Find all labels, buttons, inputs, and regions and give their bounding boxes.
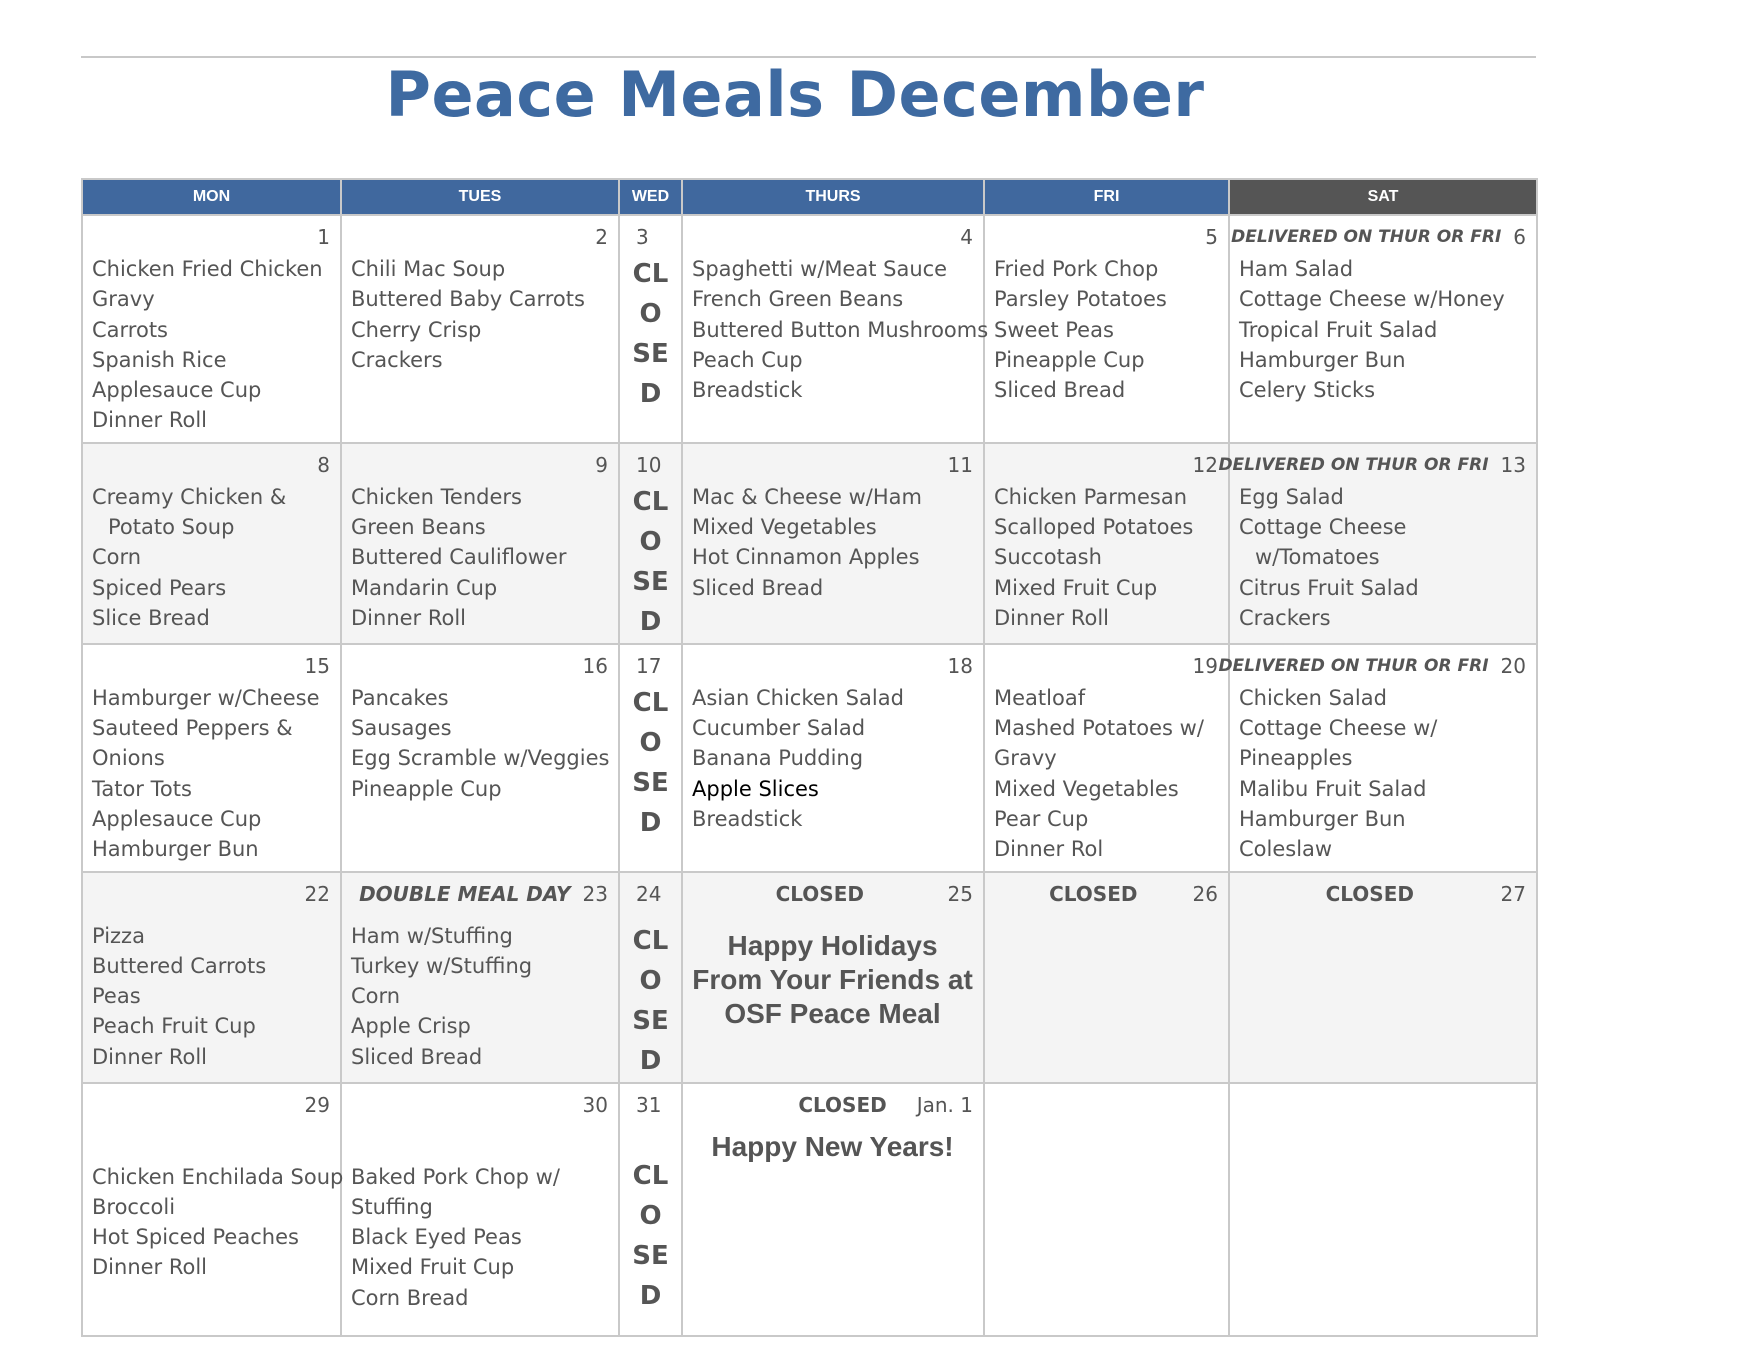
day-cell-20 — [1218, 644, 1537, 872]
closed-label: CLOSED — [1325, 881, 1414, 906]
day-cell-22 — [82, 872, 341, 1083]
day-cell-5 — [984, 215, 1229, 443]
day-number: 6 — [1513, 225, 1526, 249]
menu-item: Pizza — [92, 923, 145, 948]
menu-item: Mixed Vegetables — [692, 515, 877, 540]
delivery-note: DELIVERED ON THUR OR FRI — [1231, 227, 1502, 247]
menu-item: French Green Beans — [692, 287, 904, 312]
day-number: 23 — [582, 881, 608, 906]
menu-item: Slice Bread — [92, 605, 210, 630]
menu-item: Dinner Roll — [994, 605, 1110, 630]
menu-item: Cottage Cheese w/Honey — [1239, 287, 1505, 312]
menu-item: Sliced Bread — [692, 575, 824, 600]
menu-item: Corn — [92, 545, 142, 570]
day-number: 26 — [1192, 881, 1218, 906]
menu-item: Succotash — [994, 545, 1102, 570]
day-number: 19 — [1192, 653, 1218, 678]
menu-item: Chicken Enchilada Soup — [92, 1164, 344, 1189]
menu-item: Citrus Fruit Salad — [1239, 575, 1419, 600]
day-cell-16 — [341, 644, 619, 872]
menu-item: Coleslaw — [1239, 837, 1333, 862]
day-cell-25 — [682, 872, 984, 1083]
closed-vertical: CL O SE D — [632, 486, 669, 637]
menu-item: Tator Tots — [92, 776, 192, 801]
day-number: 9 — [595, 452, 608, 477]
menu-item: Creamy Chicken & — [92, 484, 287, 509]
menu-item: Carrots — [92, 317, 168, 342]
menu-item: Scalloped Potatoes — [994, 515, 1194, 540]
menu-item: Hot Spiced Peaches — [92, 1225, 299, 1250]
day-number: 3 — [636, 225, 649, 249]
menu-item: Celery Sticks — [1239, 378, 1376, 403]
day-cell-19 — [984, 644, 1229, 872]
menu-item: Cucumber Salad — [692, 716, 866, 741]
double-meal-note: DOUBLE MEAL DAY — [359, 881, 571, 906]
menu-item: Applesauce Cup — [92, 378, 262, 403]
empty-cell — [1229, 1083, 1537, 1336]
day-cell-30 — [341, 1083, 619, 1336]
day-number: 17 — [636, 653, 662, 678]
day-number: 25 — [947, 881, 973, 906]
menu-item: Sliced Bread — [351, 1044, 483, 1069]
day-number: 5 — [1205, 225, 1218, 249]
menu-item: Crackers — [1239, 605, 1331, 630]
menu-item: Pancakes — [351, 685, 449, 710]
menu-item: Fried Pork Chop — [994, 257, 1159, 281]
menu-item: Pear Cup — [994, 806, 1089, 831]
menu-item: Buttered Cauliflower — [351, 545, 567, 570]
day-number: 30 — [582, 1092, 608, 1117]
new-year-message: Happy New Years! — [711, 1130, 954, 1162]
menu-item: Mac & Cheese w/Ham — [692, 484, 922, 509]
menu-item: Egg Salad — [1239, 484, 1344, 509]
day-cell-26 — [984, 872, 1229, 1083]
menu-item: Mandarin Cup — [351, 575, 498, 600]
menu-item: Hamburger Bun — [1239, 806, 1406, 831]
menu-item: Potato Soup — [108, 515, 235, 540]
menu-item: Breadstick — [692, 806, 803, 831]
menu-item: Gravy — [92, 287, 155, 312]
menu-item: Applesauce Cup — [92, 806, 262, 831]
week-row — [82, 1083, 1537, 1336]
menu-item: Malibu Fruit Salad — [1239, 776, 1427, 801]
day-number: 10 — [636, 452, 662, 477]
menu-item: Apple Crisp — [351, 1014, 471, 1039]
menu-item: Hamburger Bun — [92, 837, 259, 862]
menu-item: Stuffing — [351, 1194, 433, 1219]
closed-label: CLOSED — [1049, 881, 1138, 906]
menu-item: Buttered Carrots — [92, 953, 267, 978]
day-number: 27 — [1500, 881, 1526, 906]
holiday-message: Happy Holidays From Your Friends at OSF Peace Meal — [692, 929, 973, 1029]
week-row — [82, 644, 1537, 872]
menu-item: Spanish Rice — [92, 347, 227, 372]
menu-item: Peas — [92, 984, 141, 1009]
header-sat: SAT — [1229, 179, 1537, 215]
day-number: 31 — [636, 1092, 662, 1117]
menu-item: Cottage Cheese w/ — [1239, 716, 1438, 741]
menu-item: Mashed Potatoes w/ — [994, 716, 1204, 741]
menu-item: Apple Slices — [692, 776, 819, 801]
day-number: 20 — [1500, 653, 1526, 678]
header-mon: MON — [82, 179, 341, 215]
header-tues: TUES — [341, 179, 619, 215]
day-cell-12 — [984, 443, 1229, 644]
day-cell-18 — [682, 644, 984, 872]
delivery-note: DELIVERED ON THUR OR FRI — [1218, 454, 1489, 475]
menu-item: Cherry Crisp — [351, 317, 482, 342]
menu-item: Corn — [351, 984, 401, 1009]
closed-label: CLOSED — [798, 1092, 887, 1117]
day-number: 12 — [1192, 452, 1218, 477]
menu-item: Crackers — [351, 347, 443, 372]
day-number: 24 — [636, 881, 662, 906]
menu-item: Dinner Roll — [92, 408, 208, 433]
day-number: 29 — [304, 1092, 330, 1117]
closed-vertical: CL O SE D — [632, 259, 669, 409]
menu-item: Onions — [92, 746, 165, 771]
menu-item: Chili Mac Soup — [351, 257, 506, 281]
menu-item: Breadstick — [692, 378, 803, 403]
menu-item: Turkey w/Stuffing — [351, 953, 533, 978]
day-cell-15 — [82, 644, 341, 872]
day-cell-jan-1 — [682, 1083, 984, 1336]
day-number: 22 — [304, 881, 330, 906]
day-cell-8 — [82, 443, 341, 644]
closed-label: CLOSED — [775, 881, 864, 906]
week-row — [82, 872, 1537, 1083]
menu-item: Sliced Bread — [994, 378, 1126, 403]
menu-item: Tropical Fruit Salad — [1239, 317, 1438, 342]
day-cell-23 — [341, 872, 619, 1083]
day-cell-3 — [619, 215, 682, 443]
closed-vertical: CL O SE D — [632, 687, 669, 838]
menu-item: Gravy — [994, 746, 1057, 771]
day-cell-4 — [682, 215, 989, 443]
menu-item: Ham Salad — [1239, 257, 1354, 281]
header-fri: FRI — [984, 179, 1229, 215]
day-number: 1 — [317, 225, 330, 249]
header-wed: WED — [619, 179, 682, 215]
menu-item: Pineapples — [1239, 746, 1353, 771]
menu-item: Parsley Potatoes — [994, 287, 1167, 312]
menu-item: Broccoli — [92, 1194, 176, 1219]
menu-item: Sausages — [351, 716, 452, 741]
day-cell-31 — [619, 1083, 682, 1336]
day-number: 11 — [947, 452, 973, 477]
day-cell-27 — [1229, 872, 1537, 1083]
day-number: 16 — [582, 653, 608, 678]
day-number: Jan. 1 — [916, 1092, 973, 1117]
menu-item: Chicken Salad — [1239, 685, 1387, 710]
menu-item: Hamburger w/Cheese — [92, 685, 320, 710]
day-number: 4 — [960, 225, 973, 249]
day-number: 18 — [947, 653, 973, 678]
week-row — [82, 443, 1537, 644]
calendar-table — [81, 178, 1538, 1337]
menu-item: Baked Pork Chop w/ — [351, 1164, 560, 1189]
menu-item: Sweet Peas — [994, 317, 1114, 342]
menu-item: Dinner Roll — [92, 1044, 208, 1069]
menu-item: Peach Fruit Cup — [92, 1014, 256, 1039]
menu-item: Ham w/Stuffing — [351, 923, 513, 948]
menu-item: Black Eyed Peas — [351, 1225, 522, 1250]
menu-item: Cottage Cheese — [1239, 515, 1407, 540]
empty-cell — [984, 1083, 1229, 1336]
calendar-header-row — [82, 179, 1537, 215]
menu-item: Pineapple Cup — [351, 776, 502, 801]
menu-item: Corn Bread — [351, 1285, 469, 1310]
menu-item: Hamburger Bun — [1239, 347, 1406, 372]
closed-vertical: CL O SE D — [632, 1160, 669, 1311]
menu-item: Pineapple Cup — [994, 347, 1145, 372]
day-cell-10 — [619, 443, 682, 644]
menu-item: Dinner Roll — [92, 1255, 208, 1280]
menu-item: Chicken Fried Chicken — [92, 257, 323, 281]
day-number: 8 — [317, 452, 330, 477]
menu-item: Spiced Pears — [92, 575, 227, 600]
menu-item: Spaghetti w/Meat Sauce — [692, 257, 948, 281]
day-number: 2 — [595, 225, 608, 249]
day-number: 15 — [304, 653, 330, 678]
day-cell-9 — [341, 443, 619, 644]
menu-item: Meatloaf — [994, 685, 1086, 710]
menu-item: Dinner Rol — [994, 837, 1104, 862]
day-cell-2 — [341, 215, 619, 443]
menu-item: Buttered Baby Carrots — [351, 287, 585, 312]
day-cell-6 — [1229, 215, 1537, 443]
closed-vertical: CL O SE D — [632, 925, 669, 1076]
header-thurs: THURS — [682, 179, 984, 215]
delivery-note: DELIVERED ON THUR OR FRI — [1218, 655, 1489, 676]
day-cell-17 — [619, 644, 682, 872]
menu-item: Mixed Fruit Cup — [994, 575, 1158, 600]
week-row — [82, 215, 1537, 443]
day-cell-11 — [682, 443, 984, 644]
day-cell-24 — [619, 872, 682, 1083]
menu-item: Mixed Vegetables — [994, 776, 1179, 801]
menu-item: w/Tomatoes — [1255, 545, 1380, 570]
menu-item: Egg Scramble w/Veggies — [351, 746, 610, 771]
day-cell-1 — [82, 215, 341, 443]
menu-item: Asian Chicken Salad — [692, 685, 904, 710]
menu-item: Sauteed Peppers & — [92, 716, 293, 741]
day-cell-13 — [1218, 443, 1537, 644]
menu-item: Green Beans — [351, 515, 486, 540]
day-number: 13 — [1500, 452, 1526, 477]
page-title: Peace Meals December — [385, 58, 1205, 131]
menu-item: Banana Pudding — [692, 746, 864, 771]
menu-item: Mixed Fruit Cup — [351, 1255, 515, 1280]
menu-item: Peach Cup — [692, 347, 803, 372]
menu-item: Chicken Parmesan — [994, 484, 1188, 509]
menu-item: Buttered Button Mushrooms — [692, 317, 989, 342]
menu-item: Hot Cinnamon Apples — [692, 545, 920, 570]
day-cell-29 — [82, 1083, 344, 1336]
menu-item: Dinner Roll — [351, 605, 467, 630]
menu-item: Chicken Tenders — [351, 484, 522, 509]
